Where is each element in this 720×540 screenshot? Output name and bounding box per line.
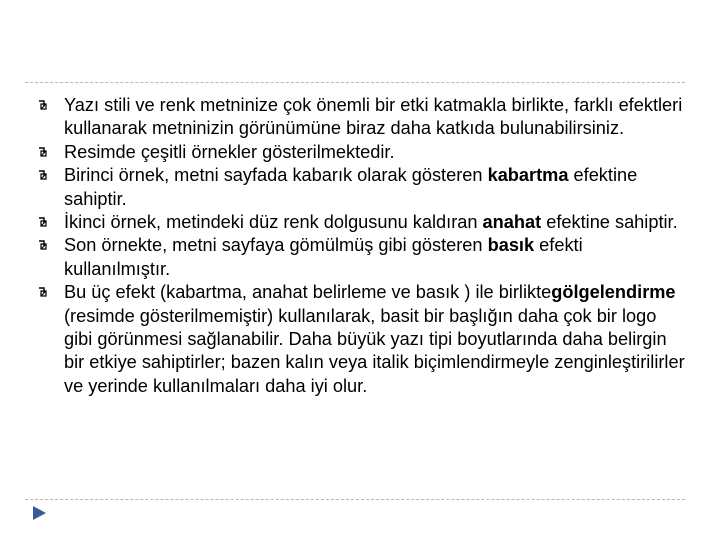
text-run: Resimde çeşitli örnekler gösterilmektedir. xyxy=(64,141,395,162)
text-run: (resimde gösterilmemiştir) kullanılarak, basit bir başlığın daha çok bir logo gibi görünmesi sağlanabilir. Daha büyük yazı tipi boyutlarında daha belirgin bir etkiye sahiptirler; bazen kalın veya italik biçimlendirmeyle zenginleştirilirler ve yerinde kullanılmaları daha iyi olur. xyxy=(64,305,685,396)
bullet-item xyxy=(38,164,688,211)
bottom-divider xyxy=(25,499,685,500)
text-run: İkinci örnek, metindeki düz renk dolgusunu kaldıran xyxy=(64,212,483,233)
bullet-text xyxy=(64,142,395,162)
bullet-text xyxy=(64,235,583,278)
text-run: Birinci örnek, metni sayfada kabarık olarak gösteren xyxy=(64,165,488,186)
bold-term: gölgelendirme xyxy=(551,282,676,303)
text-run: Son örnekte, metni sayfaya gömülmüş gibi gösteren xyxy=(64,235,488,256)
square-arrow-bullet-icon xyxy=(38,100,48,111)
bullet-item xyxy=(38,234,688,281)
bold-term: basık xyxy=(487,235,535,256)
square-arrow-bullet-icon xyxy=(38,287,48,298)
text-run: Yazı stili ve renk metninize çok önemli bir etki katmakla birlikte, farklı efektleri kullanarak metninizin görünümüne biraz daha katkıda bulunabilirsiniz. xyxy=(64,95,683,139)
square-arrow-bullet-icon xyxy=(38,217,48,228)
nav-triangle-icon[interactable] xyxy=(30,504,48,522)
bold-term: kabartma xyxy=(487,165,569,186)
bullet-text xyxy=(64,282,685,396)
bold-term: anahat xyxy=(482,212,542,233)
bullet-item xyxy=(38,141,688,164)
bullet-item xyxy=(38,211,688,234)
bullet-text xyxy=(64,165,637,208)
text-run: efektine sahiptir. xyxy=(541,212,678,233)
text-run: efekti kullanılmıştır. xyxy=(64,235,583,279)
bullet-item xyxy=(38,281,688,398)
bullet-item xyxy=(38,94,688,141)
bullet-list xyxy=(38,94,688,398)
top-divider xyxy=(25,82,685,83)
bullet-text xyxy=(64,95,682,138)
square-arrow-bullet-icon xyxy=(38,170,48,181)
text-run: Bu üç efekt (kabartma, anahat belirleme ve basık ) ile birlikte xyxy=(64,282,552,303)
bullet-text xyxy=(64,212,678,232)
square-arrow-bullet-icon xyxy=(38,240,48,251)
square-arrow-bullet-icon xyxy=(38,147,48,158)
text-run: efektine sahiptir. xyxy=(64,165,638,209)
